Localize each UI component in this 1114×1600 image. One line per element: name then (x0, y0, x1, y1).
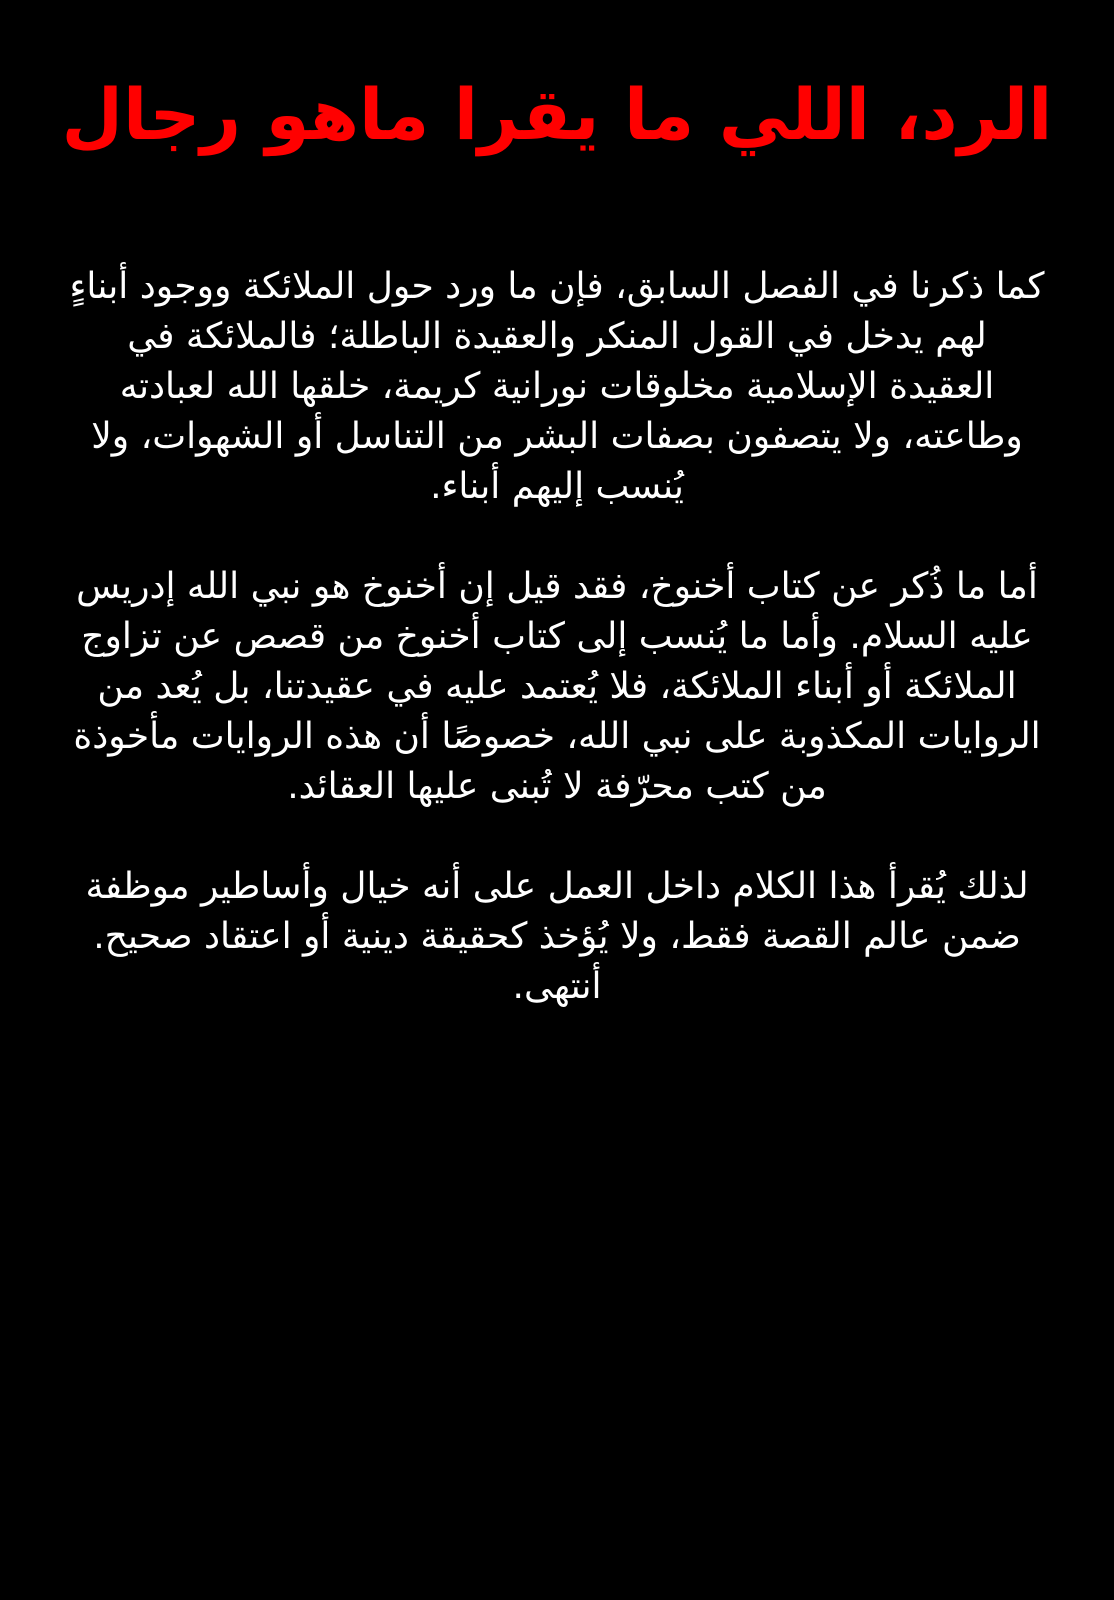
paragraph-line: أنتهى. (512, 966, 602, 1007)
paragraph-3 (28, 862, 1086, 1012)
paragraph-line: الملائكة أو أبناء الملائكة، فلا يُعتمد عليه في عقيدتنا، بل يُعد من (97, 666, 1017, 707)
paragraph-line: من كتب محرّفة لا تُبنى عليها العقائد. (287, 766, 827, 807)
body-text (28, 262, 1086, 1012)
paragraph-line: العقيدة الإسلامية مخلوقات نورانية كريمة، خلقها الله لعبادته (119, 366, 995, 407)
paragraph-2 (28, 562, 1086, 812)
paragraph-line: الروايات المكذوبة على نبي الله، خصوصًا أن هذه الروايات مأخوذة (73, 716, 1041, 757)
paragraph-line: كما ذكرنا في الفصل السابق، فإن ما ورد حول الملائكة ووجود أبناءٍ (69, 266, 1045, 307)
paragraph-line: لذلك يُقرأ هذا الكلام داخل العمل على أنه خيال وأساطير موظفة (85, 866, 1029, 907)
page-title: الرد، اللي ما يقرا ماهو رجال (61, 73, 1053, 156)
paragraph-line: لهم يدخل في القول المنكر والعقيدة الباطلة؛ فالملائكة في (127, 316, 987, 357)
paragraph-line: أما ما ذُكر عن كتاب أخنوخ، فقد قيل إن أخنوخ هو نبي الله إدريس (76, 566, 1038, 607)
paragraph-1 (28, 262, 1086, 512)
paragraph-line: وطاعته، ولا يتصفون بصفات البشر من التناسل أو الشهوات، ولا (91, 416, 1023, 457)
paragraph-line: يُنسب إليهم أبناء. (430, 466, 684, 507)
paragraph-line: ضمن عالم القصة فقط، ولا يُؤخذ كحقيقة دينية أو اعتقاد صحيح. (93, 916, 1021, 957)
paragraph-line: عليه السلام. وأما ما يُنسب إلى كتاب أخنوخ من قصص عن تزاوج (81, 616, 1033, 657)
